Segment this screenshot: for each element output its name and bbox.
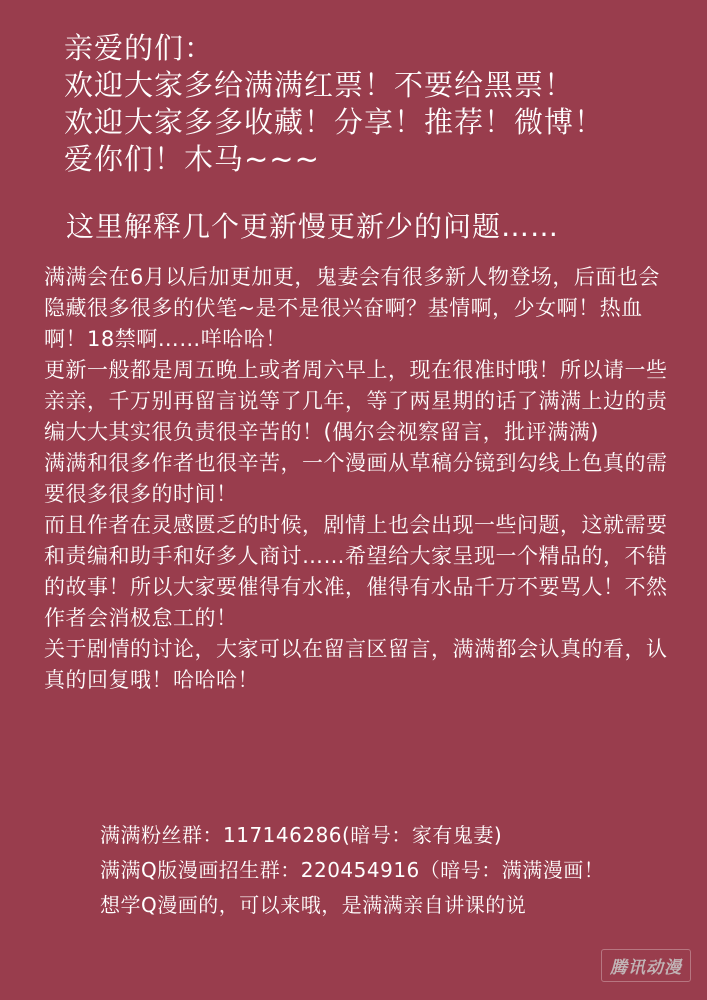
paragraph: 而且作者在灵感匮乏的时候，剧情上也会出现一些问题，这就需要和责编和助手和好多人商讨……希望给大家呈现一个精品的，不错的故事！所以大家要催得有水准，催得有水品千万不要骂人！不然作者会消极怠工的！ bbox=[44, 513, 668, 630]
explanation-body bbox=[44, 262, 668, 696]
paragraph: 满满和很多作者也很辛苦，一个漫画从草稿分镜到勾线上色真的需要很多很多的时间！ bbox=[44, 451, 668, 506]
paragraph: 关于剧情的讨论，大家可以在留言区留言，满满都会认真的看，认真的回复哦！哈哈哈！ bbox=[44, 637, 668, 692]
greeting-line: 爱你们！木马~~~ bbox=[64, 142, 320, 176]
section-heading: 这里解释几个更新慢更新少的问题…… bbox=[66, 210, 560, 243]
class-group-line: 满满Q版漫画招生群：220454916（暗号：满满漫画！想学Q漫画的，可以来哦，是满满亲自讲课的说 bbox=[100, 858, 605, 917]
paragraph: 更新一般都是周五晚上或者周六早上，现在很准时哦！所以请一些亲亲，千万别再留言说等了几年，等了两星期的话了满满上边的责编大大其实很负责很辛苦的！(偶尔会视察留言，批评满满) bbox=[44, 358, 668, 444]
group-info bbox=[100, 818, 620, 923]
greeting-line: 欢迎大家多给满满红票！不要给黑票！ bbox=[64, 68, 575, 102]
greeting-line: 亲爱的们： bbox=[64, 31, 215, 65]
greeting-line: 欢迎大家多多收藏！分享！推荐！微博！ bbox=[64, 105, 605, 139]
greeting-block bbox=[64, 30, 684, 178]
watermark-logo: 腾讯动漫 bbox=[601, 949, 691, 982]
paragraph: 满满会在6月以后加更加更，鬼妻会有很多新人物登场，后面也会隐藏很多很多的伏笔~是不是很兴奋啊？基情啊，少女啊！热血啊！18禁啊……咩哈哈！ bbox=[44, 265, 660, 351]
fan-group-line: 满满粉丝群：117146286(暗号：家有鬼妻) bbox=[100, 823, 503, 847]
